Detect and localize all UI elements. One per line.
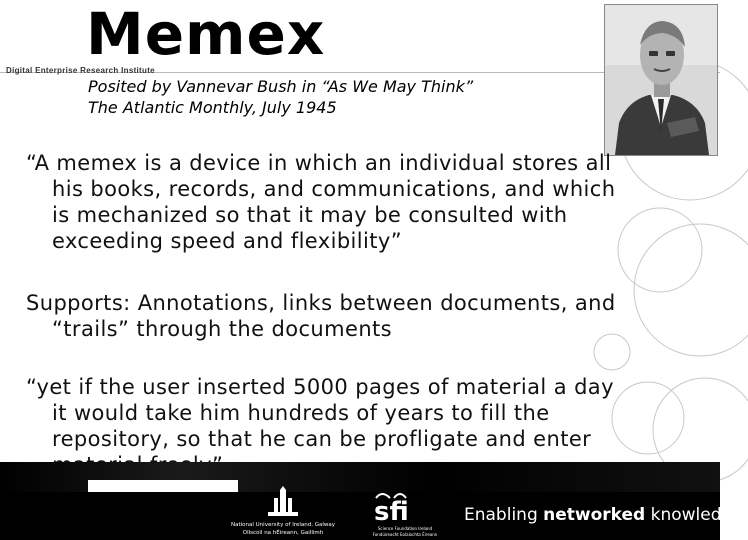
quote-line: his books, records, and communications, and which	[52, 177, 616, 201]
subtitle-line: The Atlantic Monthly, July 1945	[88, 98, 337, 117]
slide-title: Memex	[86, 0, 326, 68]
quote-line: it would take him hundreds of years to fill the	[52, 401, 550, 425]
quote-line: exceeding speed and flexibility”	[52, 229, 402, 253]
quote-line: “yet if the user inserted 5000 pages of material a day	[26, 375, 614, 399]
supports-line: “trails” through the documents	[52, 317, 393, 341]
nui-galway-logo	[228, 486, 338, 540]
nui-logo-text: National University of Ireland, Galway	[230, 522, 336, 528]
memex-quote	[26, 150, 666, 254]
quote-line: “A memex is a device in which an individual stores all	[26, 151, 612, 175]
supports-paragraph	[26, 290, 666, 342]
portrait-icon	[605, 5, 717, 155]
slide-subtitle	[88, 76, 473, 118]
supports-line: Supports: Annotations, links between documents, and	[26, 291, 616, 315]
sfi-logo-text: Fondúireacht Eolaíochta Éireann	[372, 532, 438, 537]
sfi-wordmark: sfi	[374, 497, 409, 527]
sfi-logo-text: Science Foundation Ireland	[377, 526, 433, 531]
quote-line: is mechanized so that it may be consulted with	[52, 203, 568, 227]
portrait-image	[604, 4, 718, 156]
quote-line: repository, so that he can be profligate and enter	[52, 427, 592, 451]
subtitle-line: Posited by Vannevar Bush in “As We May Think”	[88, 77, 474, 96]
tagline-part: knowledge.	[645, 505, 748, 525]
tagline-part: Enabling	[464, 505, 544, 525]
tagline-bold: networked	[543, 505, 646, 525]
footer-tagline	[464, 505, 748, 525]
nui-logo-text: Ollscoil na hÉireann, Gaillimh	[242, 530, 324, 536]
sfi-logo	[360, 486, 450, 540]
organization-label: Digital Enterprise Research Institute	[6, 66, 155, 75]
